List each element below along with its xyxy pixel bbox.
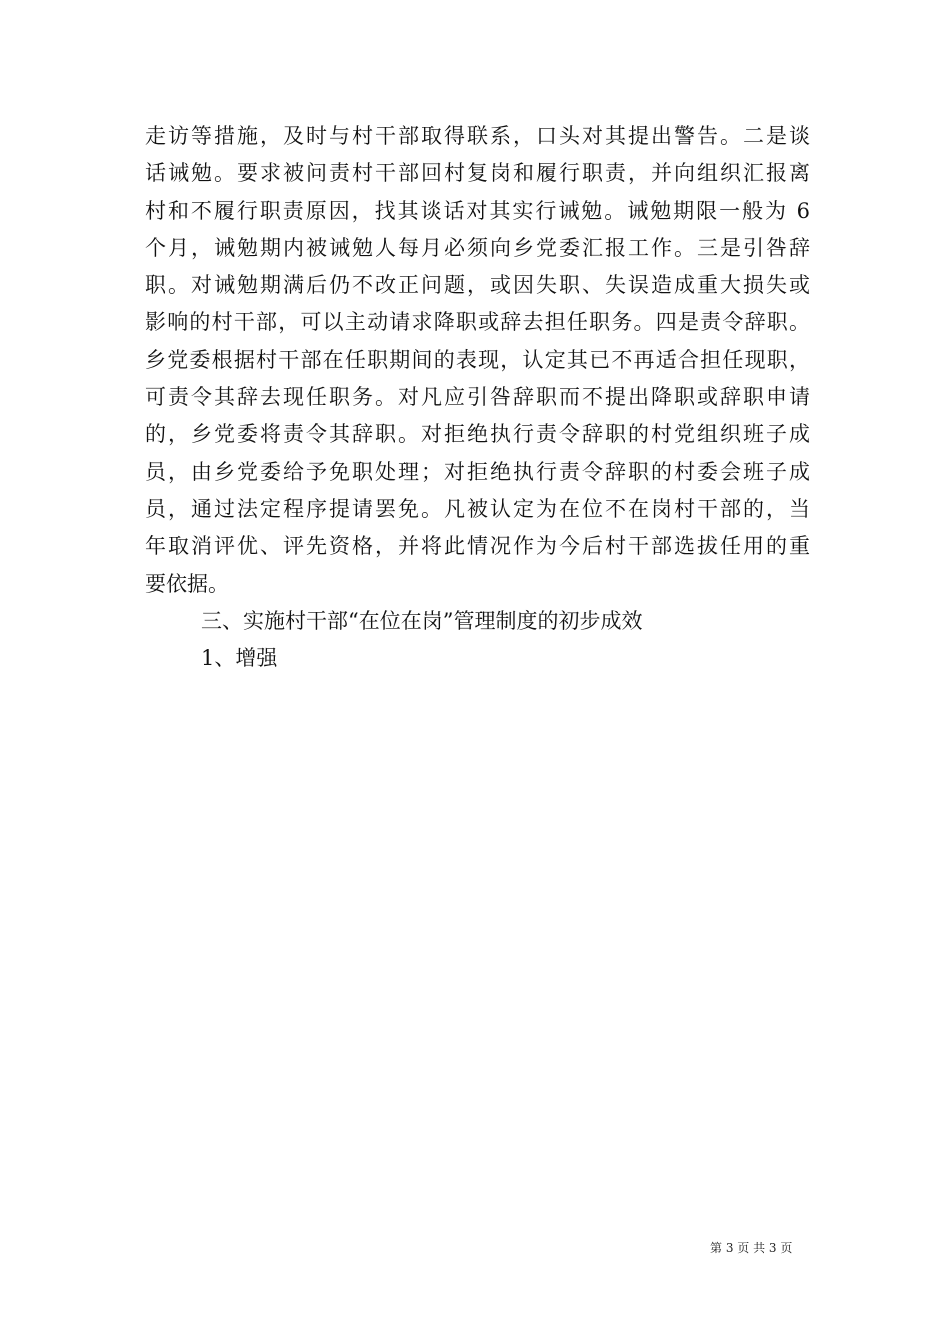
paragraph-line: 年取消评优、评先资格，并将此情况作为今后村干部选拔任用的重 [145, 534, 810, 559]
paragraph-line: 可责令其辞去现任职务。对凡应引咎辞职而不提出降职或辞职申请 [145, 385, 810, 410]
paragraph-line-last: 要依据。 [145, 571, 229, 596]
paragraph-line: 影响的村干部，可以主动请求降职或辞去担任职务。四是责令辞职。 [145, 310, 810, 335]
page-number-footer: 第 3 页 共 3 页 [710, 1241, 793, 1255]
paragraph-line: 村和不履行职责原因，找其谈话对其实行诫勉。诫勉期限一般为 6 [145, 198, 810, 223]
body-text [145, 118, 810, 677]
paragraph-line: 员，通过法定程序提请罢免。凡被认定为在位不在岗村干部的，当 [145, 496, 810, 521]
section-heading: 三、实施村干部“在位在岗”管理制度的初步成效 [201, 608, 643, 633]
paragraph-line: 话诫勉。要求被问责村干部回村复岗和履行职责，并向组织汇报离 [145, 161, 810, 186]
paragraph-line: 走访等措施，及时与村干部取得联系，口头对其提出警告。二是谈 [145, 124, 810, 148]
paragraph-line: 职。对诫勉期满后仍不改正问题，或因失职、失误造成重大损失或 [145, 273, 810, 298]
paragraph-line: 乡党委根据村干部在任职期间的表现，认定其已不再适合担任现职， [145, 347, 810, 372]
paragraph-line: 个月，诫勉期内被诫勉人每月必须向乡党委汇报工作。三是引咎辞 [145, 235, 810, 260]
paragraph-line: 员，由乡党委给予免职处理；对拒绝执行责令辞职的村委会班子成 [145, 459, 810, 484]
paragraph-line: 的，乡党委将责令其辞职。对拒绝执行责令辞职的村党组织班子成 [145, 422, 810, 447]
subheading: 1、增强 [201, 646, 278, 671]
